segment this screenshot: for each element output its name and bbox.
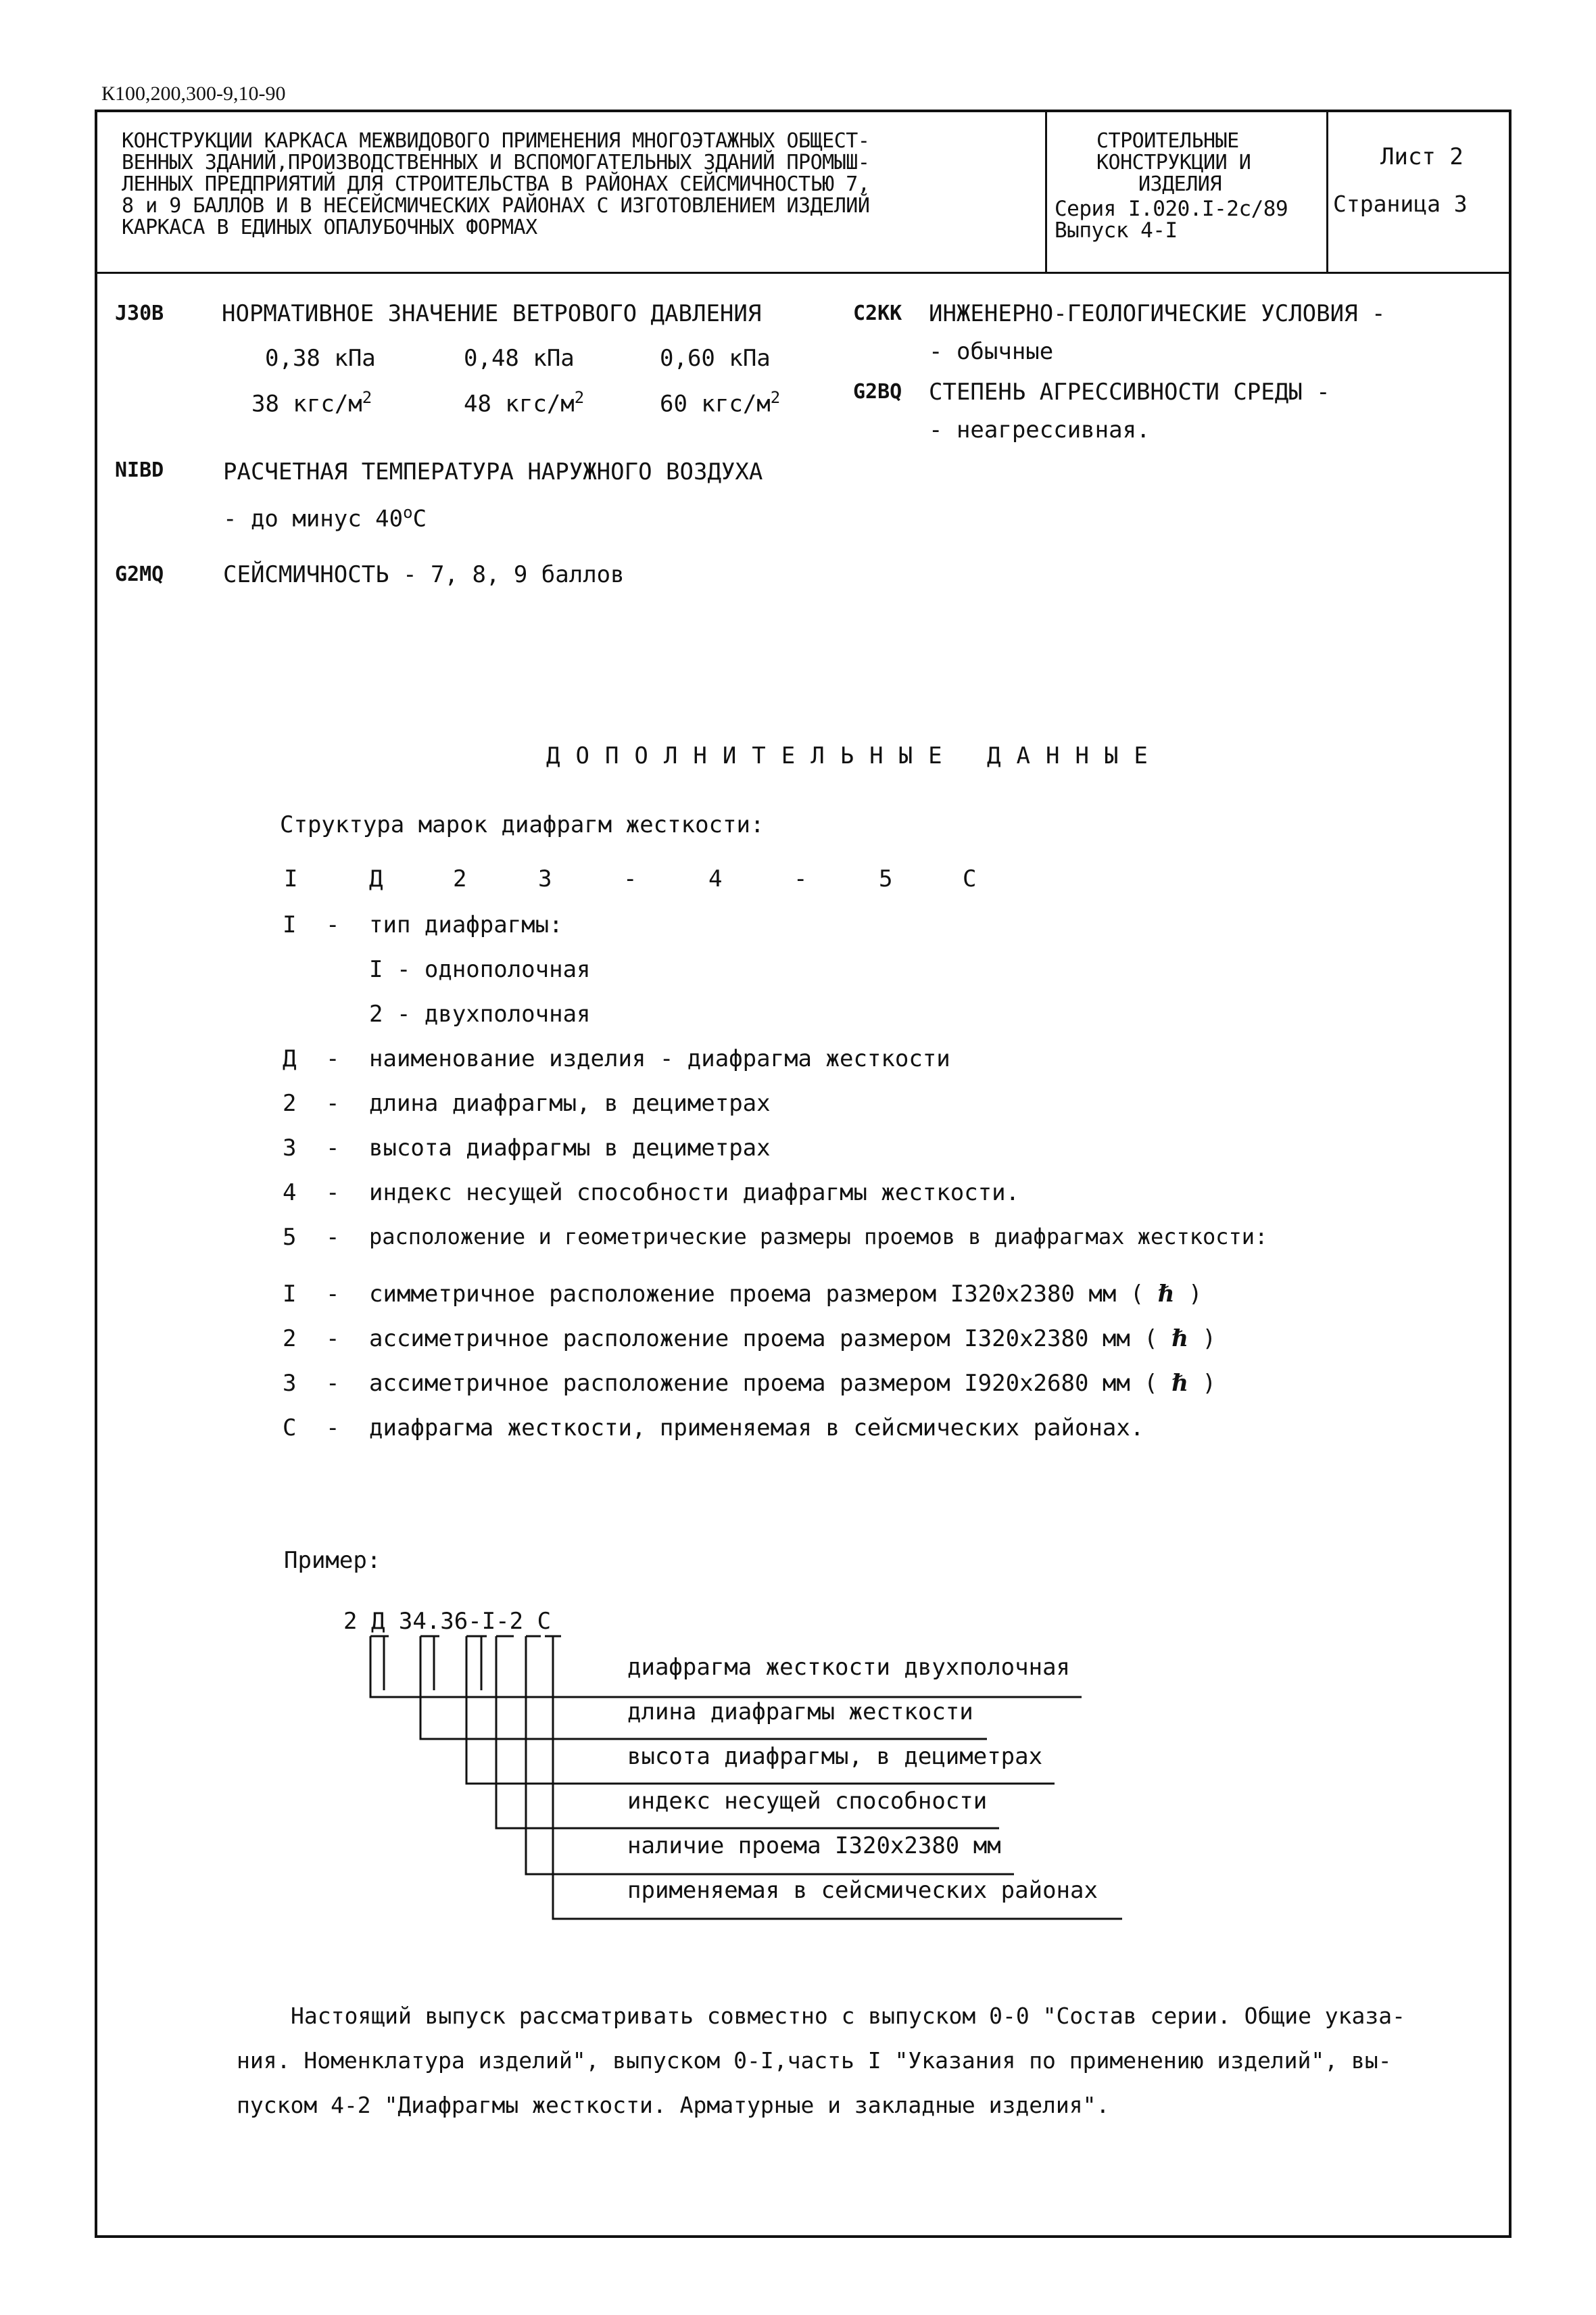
note-line: Настоящий выпуск рассматривать совместно с выпуском 0-0 "Состав серии. Общие указа- [291, 2003, 1406, 2029]
param-code-wind: J30B [115, 302, 164, 325]
legend-text: длина диафрагмы, в дециметрах [369, 1090, 771, 1117]
series-line: КОНСТРУКЦИИ И [1096, 151, 1251, 174]
example-item: диафрагма жесткости двухполочная [627, 1654, 1071, 1681]
legend-text: индекс несущей способности диафрагмы жесткости. [369, 1179, 1020, 1206]
page-number: Страница 3 [1333, 191, 1468, 217]
main-title-line: 8 и 9 БАЛЛОВ И В НЕСЕЙСМИЧЕСКИХ РАЙОНАХ С ИЗГОТОВЛЕНИЕМ ИЗДЕЛИЙ [122, 194, 870, 218]
example-label: Пример: [284, 1547, 381, 1574]
param-code-aggr: G2BQ [853, 380, 902, 404]
legend-key: 5 [283, 1224, 297, 1251]
legend-text: тип диафрагмы: [369, 911, 563, 938]
series-line: ИЗДЕЛИЯ [1138, 172, 1222, 196]
main-title-line: ЛЕННЫХ ПРЕДПРИЯТИЙ ДЛЯ СТРОИТЕЛЬСТВА В РАЙОНАХ СЕЙСМИЧНОСТЬЮ 7, [122, 172, 870, 196]
structure-token: 2 [453, 865, 467, 892]
title-block-divider-1 [1045, 110, 1047, 273]
legend-dash: - [326, 911, 340, 938]
legend-dash: - [326, 1045, 340, 1072]
degree-sign: о [403, 503, 413, 522]
example-item: высота диафрагмы, в дециметрах [627, 1743, 1043, 1770]
page-frame [95, 110, 1512, 2238]
wind-kgs-3 [660, 388, 780, 417]
legend-dash: - [326, 1370, 340, 1397]
legend-key: I [283, 1281, 297, 1308]
sheet-number: Лист 2 [1380, 143, 1464, 170]
legend-text [369, 1370, 1216, 1397]
temp-unit: С [412, 505, 427, 533]
structure-token: 5 [879, 865, 893, 892]
series-number: Серия I.020.I-2с/89 [1055, 197, 1288, 221]
legend-dash: - [326, 1414, 340, 1441]
legend-text-tail: ) [1202, 1370, 1216, 1397]
example-code: 2 Д 34.36-I-2 С [343, 1608, 552, 1635]
legend-key: 4 [283, 1179, 297, 1206]
legend-dash: - [326, 1281, 340, 1308]
opening-symbol-icon: ℏ [1171, 1325, 1188, 1352]
issue-number: Выпуск 4-I [1055, 218, 1178, 243]
wind-kpa-2: 0,48 кПа [464, 345, 575, 372]
note-line: ния. Номенклатура изделий", выпуском 0-I,часть I "Указания по применению изделий", вы- [237, 2047, 1392, 2074]
legend-dash: - [326, 1135, 340, 1162]
legend-dash: - [326, 1179, 340, 1206]
legend-key: 3 [283, 1135, 297, 1162]
legend-text-body: симметричное расположение проема размером I320х2380 мм ( [369, 1281, 1144, 1308]
legend-text: наименование изделия - диафрагма жесткости [369, 1045, 950, 1072]
wind-kpa-1: 0,38 кПа [265, 345, 376, 372]
title-block-divider-2 [1326, 110, 1328, 273]
legend-dash: - [326, 1325, 340, 1352]
structure-token: Д [369, 865, 383, 892]
section-heading: ДОПОЛНИТЕЛЬНЫЕ ДАННЫЕ [546, 742, 1163, 769]
wind-title: НОРМАТИВНОЕ ЗНАЧЕНИЕ ВЕТРОВОГО ДАВЛЕНИЯ [222, 300, 762, 327]
title-block-bottom-line [95, 272, 1512, 274]
legend-text-tail: ) [1202, 1325, 1216, 1352]
main-title-line: ВЕННЫХ ЗДАНИЙ,ПРОИЗВОДСТВЕННЫХ И ВСПОМОГАТЕЛЬНЫХ ЗДАНИЙ ПРОМЫШ- [122, 151, 870, 174]
legend-key: 2 [283, 1090, 297, 1117]
temp-value-text: - до минус 40 [223, 505, 404, 533]
legend-key: I [283, 911, 297, 938]
structure-title: Структура марок диафрагм жесткости: [280, 811, 765, 838]
aggr-title: СТЕПЕНЬ АГРЕССИВНОСТИ СРЕДЫ - [929, 379, 1330, 406]
legend-text: расположение и геометрические размеры проемов в диафрагмах жесткости: [369, 1224, 1268, 1249]
seismicity: СЕЙСМИЧНОСТЬ - 7, 8, 9 баллов [223, 561, 625, 588]
legend-key: 3 [283, 1370, 297, 1397]
example-item: наличие проема I320х2380 мм [627, 1832, 1001, 1859]
main-title-line: КАРКАСА В ЕДИНЫХ ОПАЛУБОЧНЫХ ФОРМАХ [122, 216, 537, 239]
main-title-line: КОНСТРУКЦИИ КАРКАСА МЕЖВИДОВОГО ПРИМЕНЕНИЯ МНОГОЭТАЖНЫХ ОБЩЕСТ- [122, 129, 870, 153]
legend-text [369, 1281, 1203, 1308]
wind-kgs-value: 60 кгс/м [660, 390, 771, 418]
param-code-seis: G2MQ [115, 563, 164, 586]
geo-value: - обычные [929, 338, 1054, 365]
geo-title: ИНЖЕНЕРНО-ГЕОЛОГИЧЕСКИЕ УСЛОВИЯ - [929, 300, 1386, 327]
wind-kgs-exponent: 2 [574, 388, 585, 407]
legend-dash: - [326, 1090, 340, 1117]
structure-token: - [623, 865, 637, 892]
legend-text-body: ассиметричное расположение проема размером I320х2380 мм ( [369, 1325, 1158, 1352]
param-code-temp: NIBD [115, 458, 164, 482]
opening-symbol-icon: ℏ [1171, 1370, 1188, 1397]
temp-value [223, 503, 427, 532]
legend-text [369, 1325, 1216, 1352]
wind-kgs-1 [251, 388, 372, 417]
legend-key: Д [283, 1045, 297, 1072]
legend-text-tail: ) [1188, 1281, 1203, 1308]
example-item: индекс несущей способности [627, 1788, 988, 1815]
structure-token: 3 [538, 865, 552, 892]
structure-token: С [963, 865, 977, 892]
legend-text: 2 - двухполочная [369, 1001, 591, 1028]
legend-text-body: ассиметричное расположение проема размером I920х2680 мм ( [369, 1370, 1158, 1397]
note-line: пуском 4-2 "Диафрагмы жесткости. Арматурные и закладные изделия". [237, 2092, 1110, 2118]
wind-kgs-value: 48 кгс/м [464, 390, 575, 418]
wind-kgs-2 [464, 388, 584, 417]
series-line: СТРОИТЕЛЬНЫЕ [1096, 129, 1239, 153]
aggr-value: - неагрессивная. [929, 416, 1151, 444]
structure-token: I [284, 865, 298, 892]
opening-symbol-icon: ℏ [1157, 1281, 1175, 1308]
param-code-geo: C2KK [853, 302, 902, 325]
wind-kgs-exponent: 2 [770, 388, 781, 407]
legend-key: 2 [283, 1325, 297, 1352]
temp-title: РАСЧЕТНАЯ ТЕМПЕРАТУРА НАРУЖНОГО ВОЗДУХА [223, 458, 763, 485]
structure-token: 4 [708, 865, 723, 892]
legend-text: I - однополочная [369, 956, 591, 983]
wind-kgs-exponent: 2 [362, 388, 372, 407]
legend-dash: - [326, 1224, 340, 1251]
legend-text: высота диафрагмы в дециметрах [369, 1135, 771, 1162]
structure-token: - [794, 865, 808, 892]
document-code: К100,200,300-9,10-90 [101, 82, 286, 105]
legend-key: С [283, 1414, 297, 1441]
wind-kpa-3: 0,60 кПа [660, 345, 771, 372]
example-item: длина диафрагмы жесткости [627, 1698, 973, 1725]
wind-kgs-value: 38 кгс/м [251, 390, 362, 418]
legend-text: диафрагма жесткости, применяемая в сейсмических районах. [369, 1414, 1144, 1441]
example-item: применяемая в сейсмических районах [627, 1877, 1098, 1904]
